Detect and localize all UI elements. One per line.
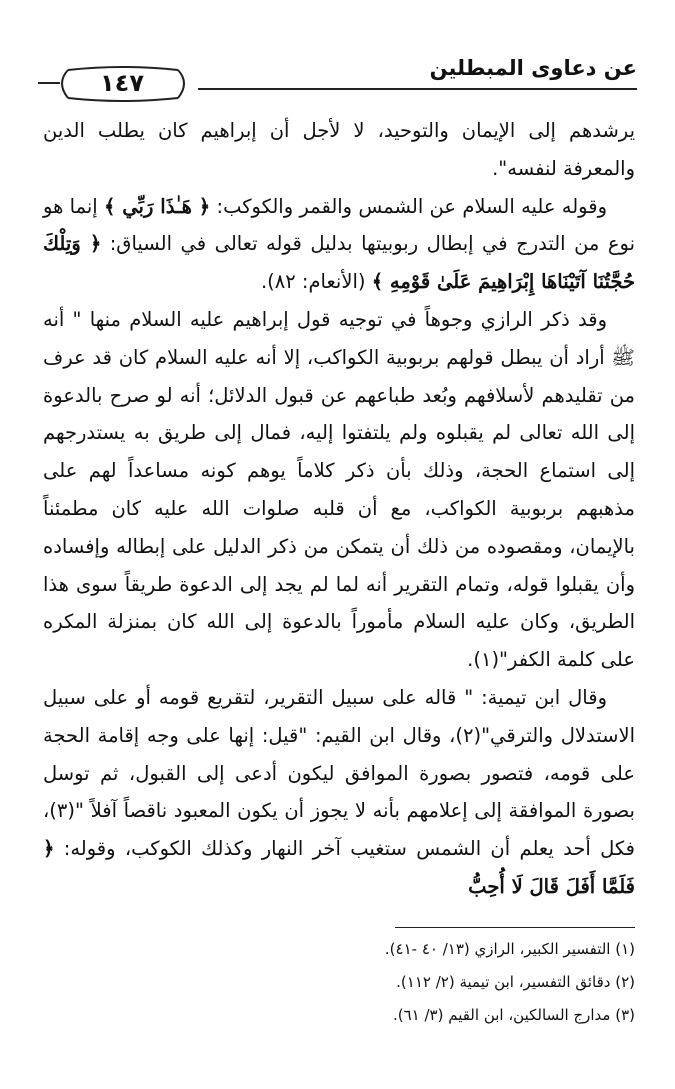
footnote-separator <box>395 927 635 928</box>
quran-verse: ﴿ وَتِلْكَ حُجَّتُنَا آتَيْنَاهَا إِبْرَاهِيمَ عَلَىٰ قَوْمِهِ ﴾ <box>43 232 635 294</box>
footnotes <box>43 933 635 1032</box>
main-text <box>43 112 635 906</box>
quran-verse: ﴿ هَـٰذَا رَبِّي ﴾ <box>104 194 211 218</box>
paragraph-1 <box>43 112 635 188</box>
text-run: (الأنعام: ٨٢). <box>260 270 372 294</box>
footnote-1: (١) التفسير الكبير، الرازي (١٣/ ٤٠ -٤١). <box>384 940 635 958</box>
text-run: يرشدهم إلى الإيمان والتوحيد، لا لأجل أن إبراهيم كان يطلب الدين والمعرفة لنفسه". <box>43 119 635 180</box>
running-title: عن دعاوى المبطلين <box>429 56 637 80</box>
running-header <box>38 50 637 102</box>
paragraph-3 <box>43 301 635 679</box>
page-number: ١٤٧ <box>100 69 144 97</box>
footnote-3: (٣) مدارج السالكين، ابن القيم (٣/ ٦١). <box>392 1006 635 1024</box>
text-run: وقد ذكر الرازي وجوهاً في توجيه قول إبراهيم عليه السلام منها " أنه ﷺ أراد أن يبطل قولهم بربوبية الكواكب، إلا أنه عليه السلام كان قد عرف من تقليدهم لأسلافهم وبُعد طباعهم عن قبول الدلائل؛ أنه لو صرح بالدعوة إلى الله تعالى لم يقبلوه ولم يلتفتوا إليه، فمال إلى طريق به يستدرجهم إلى استماع الحجة، وذلك بأن ذكر كلاماً يوهم كونه مساعداً لهم على مذهبهم بربوبية الكواكب، مع أن قلبه صلوات الله عليه كان مطمئناً بالإيمان، ومقصوده من ذلك أن يتمكن من ذكر الدليل على إبطاله وإفساده وأن يقبلوا قوله، وتمام التقرير أنه لما لم يجد إلى الدعوة طريقاً سوى هذا الطريق، وكان عليه السلام مأموراً بالدعوة إلى الله كان بمنزلة المكره على كلمة الكفر"(١). <box>43 307 635 672</box>
text-run: وقال ابن تيمية: " قاله على سبيل التقرير، لتقريع قومه أو على سبيل الاستدلال والترقي"(٢)، وقال ابن القيم: "قيل: إنها على وجه إقامة الحجة على قومه، فتصور بصورة الموافق ليكون أدعى إلى القبول، ثم توسل بصورة الموافقة إلى إعلامهم بأنه لا يجوز أن يكون المعبود ناقصاً آفلاً "(٣)، فكل أحد يعلم أن الشمس ستغيب آخر النهار وكذلك الكوكب، وقوله: <box>43 685 635 861</box>
footnote-2: (٢) دقائق التفسير، ابن تيمية (٢/ ١١٢). <box>396 973 635 991</box>
paragraph-4 <box>43 679 635 906</box>
text-run: إنما هو نوع من التدرج في إبطال ربوبيتها بدليل قوله تعالى في السياق: <box>43 194 635 256</box>
paragraph-2 <box>43 188 635 301</box>
header-rule <box>198 88 637 90</box>
page-number-badge <box>38 66 188 102</box>
text-run: وقوله عليه السلام عن الشمس والقمر والكوكب: <box>210 194 607 218</box>
quran-verse: ﴿ فَلَمَّا أَفَلَ قَالَ لَا أُحِبُّ <box>43 837 635 898</box>
